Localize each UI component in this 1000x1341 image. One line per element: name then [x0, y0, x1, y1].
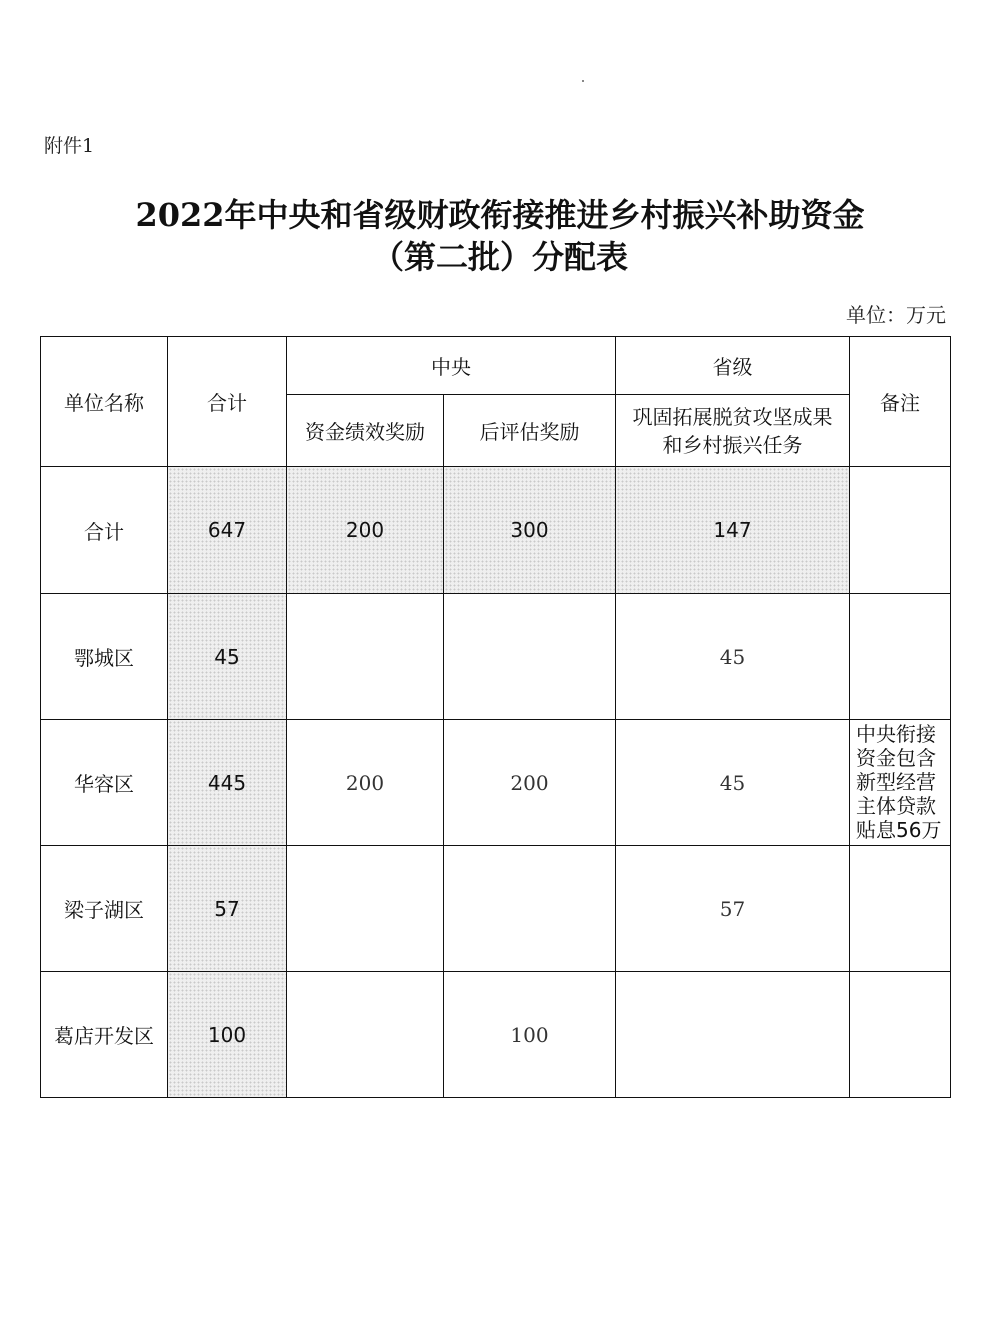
row-name: 华容区 — [41, 720, 168, 846]
row-total: 445 — [168, 720, 287, 846]
row-remark — [850, 972, 951, 1098]
row-remark — [850, 594, 951, 720]
table-row — [41, 467, 951, 594]
row-name: 合计 — [41, 467, 168, 594]
row-performance — [287, 594, 444, 720]
row-total: 57 — [168, 846, 287, 972]
row-name: 梁子湖区 — [41, 846, 168, 972]
header-provincial-task — [616, 395, 850, 467]
row-remark — [850, 846, 951, 972]
header-central-post-eval: 后评估奖励 — [444, 395, 616, 467]
document-title-line2: （第二批）分配表 — [371, 238, 628, 276]
row-performance — [287, 972, 444, 1098]
row-total: 100 — [168, 972, 287, 1098]
table-row — [41, 846, 951, 972]
row-provincial: 147 — [616, 467, 850, 594]
attachment-label: 附件1 — [44, 135, 95, 157]
allocation-table — [40, 336, 951, 1098]
header-central-performance: 资金绩效奖励 — [287, 395, 444, 467]
header-unit-name: 单位名称 — [41, 337, 168, 467]
row-remark — [850, 467, 951, 594]
scan-speck — [582, 80, 584, 82]
row-post-eval: 100 — [444, 972, 616, 1098]
row-provincial: 45 — [616, 720, 850, 846]
remark-text: 中央衔接资金包含新型经营主体贷款贴息56万 — [856, 722, 942, 842]
unit-label: 单位：万元 — [846, 303, 946, 327]
table-row — [41, 720, 951, 846]
row-name: 鄂城区 — [41, 594, 168, 720]
header-remarks: 备注 — [850, 337, 951, 467]
row-total: 647 — [168, 467, 287, 594]
header-total: 合计 — [168, 337, 287, 467]
row-post-eval — [444, 846, 616, 972]
row-performance — [287, 846, 444, 972]
row-provincial — [616, 972, 850, 1098]
table-row — [41, 972, 951, 1098]
row-remark — [850, 720, 951, 846]
row-provincial: 57 — [616, 846, 850, 972]
header-provincial-task-text: 巩固拓展脱贫攻坚成果和乡村振兴任务 — [632, 404, 833, 457]
row-post-eval — [444, 594, 616, 720]
row-post-eval: 300 — [444, 467, 616, 594]
row-total: 45 — [168, 594, 287, 720]
row-provincial: 45 — [616, 594, 850, 720]
header-provincial: 省级 — [616, 337, 850, 395]
document-title-line1: 2022年中央和省级财政衔接推进乡村振兴补助资金 — [135, 196, 865, 234]
row-performance: 200 — [287, 467, 444, 594]
table-row — [41, 594, 951, 720]
row-post-eval: 200 — [444, 720, 616, 846]
header-central: 中央 — [287, 337, 616, 395]
row-name: 葛店开发区 — [41, 972, 168, 1098]
row-performance: 200 — [287, 720, 444, 846]
